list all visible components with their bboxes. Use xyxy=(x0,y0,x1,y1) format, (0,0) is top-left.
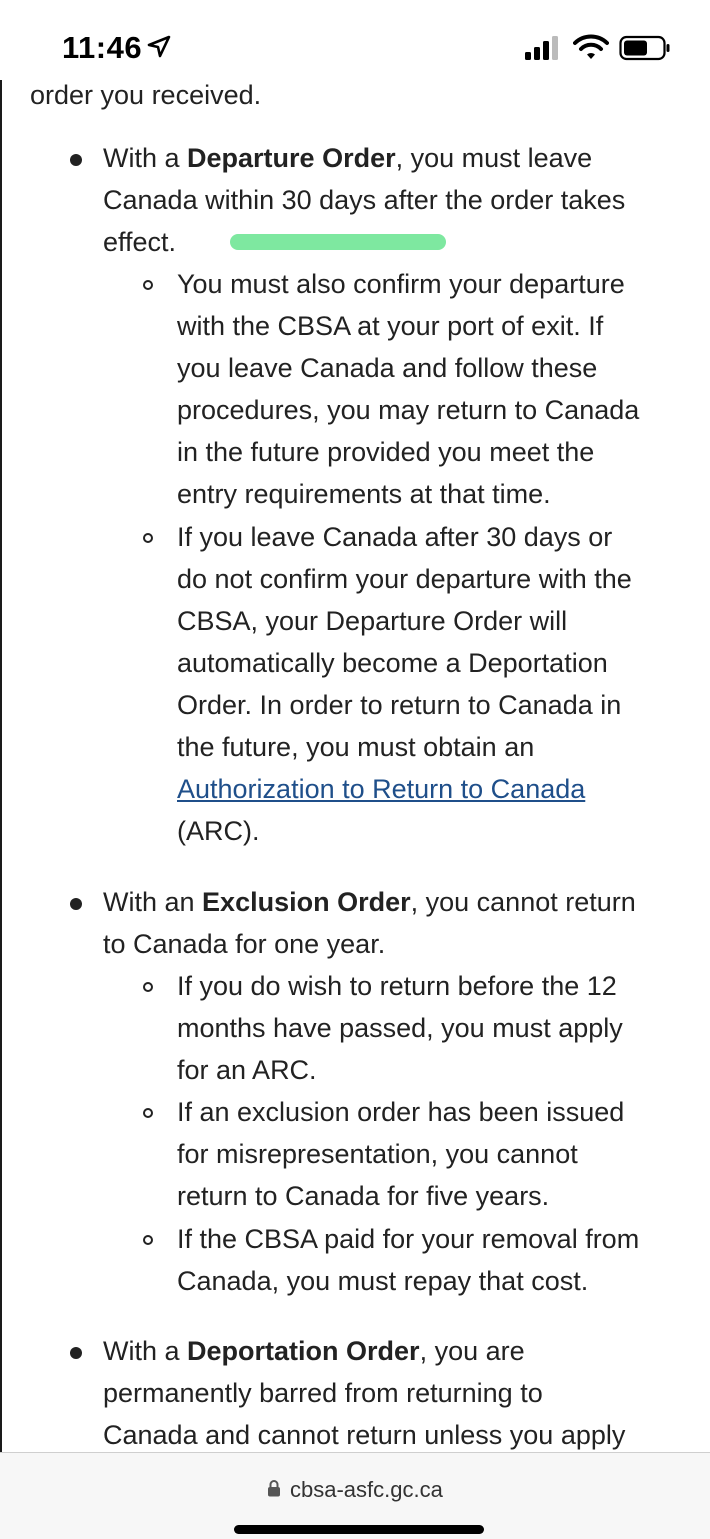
url-domain[interactable]: cbsa-asfc.gc.ca xyxy=(290,1477,443,1502)
departure-sub2-line: If you leave Canada after 30 days or xyxy=(177,522,613,552)
departure-line-1 xyxy=(103,143,592,174)
departure-sub2-line: CBSA, your Departure Order will xyxy=(177,606,568,636)
bullet-disc xyxy=(70,1347,82,1359)
bullet-circle xyxy=(143,533,153,543)
exclusion-sub3-line: Canada, you must repay that cost. xyxy=(177,1266,589,1296)
exclusion-sub1-line: for an ARC. xyxy=(177,1055,317,1085)
departure-sub1-line: entry requirements at that time. xyxy=(177,479,551,509)
wifi-icon xyxy=(573,33,609,61)
home-indicator[interactable] xyxy=(234,1525,484,1534)
bullet-disc xyxy=(70,154,82,166)
departure-line-2: Canada within 30 days after the order takes xyxy=(103,185,626,215)
location-arrow-icon xyxy=(146,34,172,60)
deportation-line-1 xyxy=(103,1336,525,1367)
text: With a xyxy=(103,1336,188,1366)
text: , you cannot return xyxy=(410,887,636,917)
browser-address-bar[interactable] xyxy=(0,1452,710,1539)
departure-sub1-line: procedures, you may return to Canada xyxy=(177,395,640,425)
cellular-signal-icon xyxy=(524,35,562,61)
exclusion-line-1 xyxy=(103,887,636,918)
text: With an xyxy=(103,887,203,917)
text: , you must leave xyxy=(395,143,593,173)
intro-fragment: order you received. xyxy=(30,80,262,110)
departure-sub2-line: do not confirm your departure with the xyxy=(177,564,632,594)
lock-icon xyxy=(267,1479,281,1497)
exclusion-sub1-line: months have passed, you must apply xyxy=(177,1013,623,1043)
status-bar xyxy=(0,0,710,80)
exclusion-sub2-line: for misrepresentation, you cannot xyxy=(177,1139,578,1169)
exclusion-sub3-line: If the CBSA paid for your removal from xyxy=(177,1224,640,1254)
deportation-order-term: Deportation Order xyxy=(187,1336,420,1366)
battery-icon xyxy=(619,35,671,61)
arc-abbreviation: (ARC). xyxy=(177,816,260,846)
bullet-circle xyxy=(143,280,153,290)
bullet-circle xyxy=(143,1108,153,1118)
text: With a xyxy=(103,143,188,173)
departure-sub2-line: Order. In order to return to Canada in xyxy=(177,690,622,720)
departure-sub1-line: You must also confirm your departure xyxy=(177,269,625,299)
deportation-line-3: Canada and cannot return unless you apply xyxy=(103,1420,626,1450)
bullet-circle xyxy=(143,1235,153,1245)
green-highlight-mark xyxy=(230,234,446,250)
bullet-circle xyxy=(143,982,153,992)
exclusion-sub1-line: If you do wish to return before the 12 xyxy=(177,971,617,1001)
exclusion-sub2-line: return to Canada for five years. xyxy=(177,1181,550,1211)
exclusion-order-term: Exclusion Order xyxy=(202,887,411,917)
arc-link[interactable]: Authorization to Return to Canada xyxy=(177,774,586,804)
clock-time: 11:46 xyxy=(62,30,143,65)
departure-sub2-line: automatically become a Deportation xyxy=(177,648,608,678)
exclusion-line-2: to Canada for one year. xyxy=(103,929,386,959)
departure-sub2-line: the future, you must obtain an xyxy=(177,732,535,762)
exclusion-sub2-line: If an exclusion order has been issued xyxy=(177,1097,625,1127)
departure-sub1-line: you leave Canada and follow these xyxy=(177,353,598,383)
text: , you are xyxy=(419,1336,525,1366)
bullet-disc xyxy=(70,898,82,910)
deportation-line-2: permanently barred from returning to xyxy=(103,1378,543,1408)
departure-sub1-line: in the future provided you meet the xyxy=(177,437,595,467)
departure-sub1-line: with the CBSA at your port of exit. If xyxy=(177,311,604,341)
departure-order-term: Departure Order xyxy=(187,143,396,173)
departure-line-3: effect. xyxy=(103,227,177,257)
